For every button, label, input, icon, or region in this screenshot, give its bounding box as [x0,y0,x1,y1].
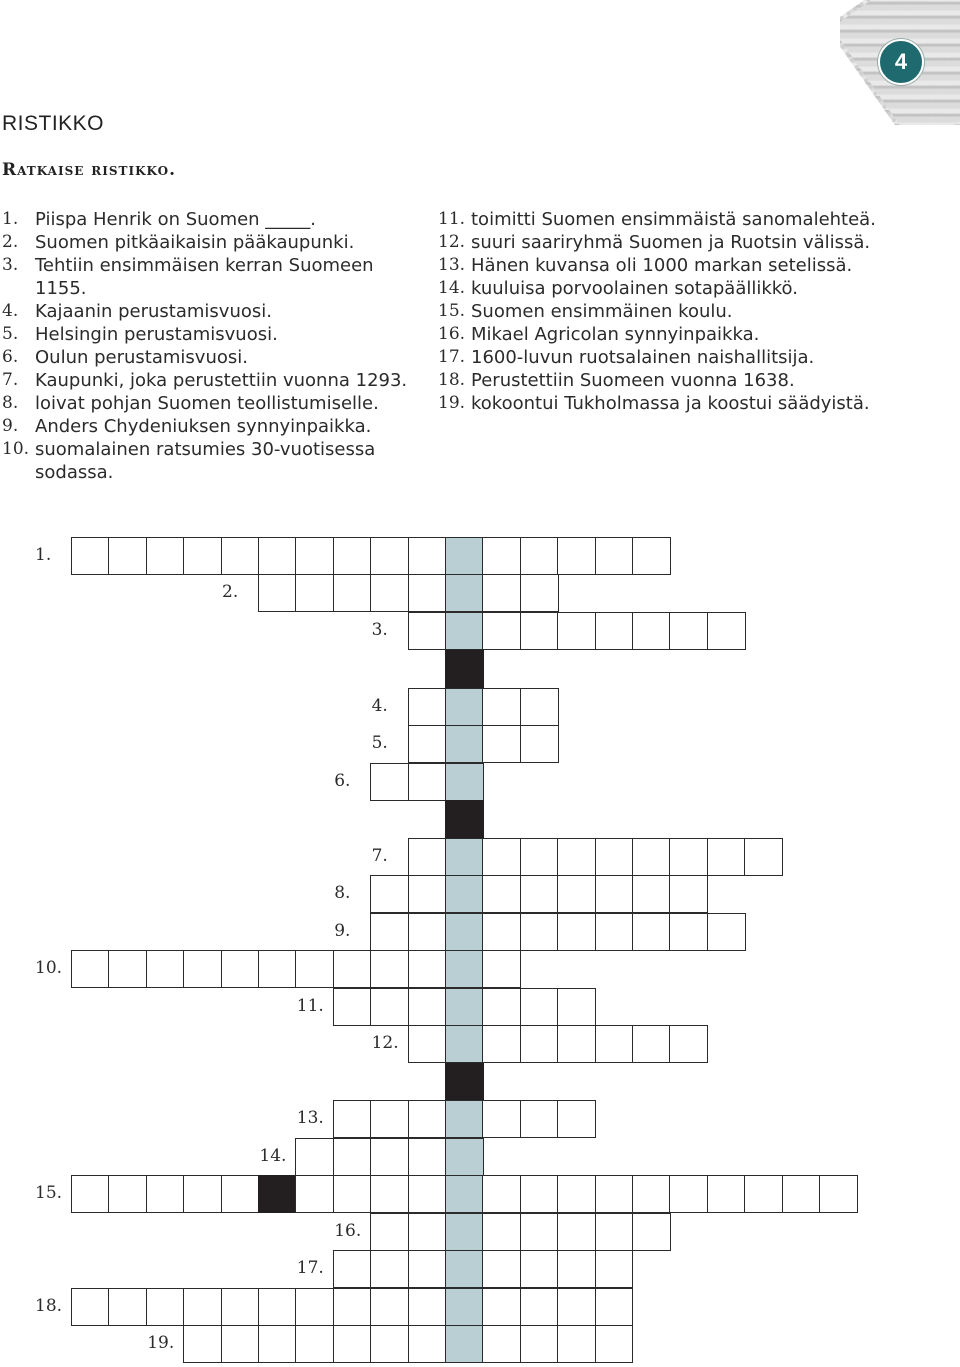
crossword-cell[interactable] [370,1213,409,1251]
crossword-cell[interactable] [707,913,746,951]
clue-text: Suomen ensimmäinen koulu. [471,301,733,322]
clue-number: 16. [438,324,466,344]
crossword-cell[interactable] [632,913,671,951]
crossword-cell[interactable] [333,1288,372,1326]
crossword-cell[interactable] [595,612,634,650]
crossword-cell[interactable] [408,688,447,726]
clue-number: 10. [2,439,30,459]
crossword-cell[interactable] [221,1175,260,1213]
crossword-key-cell[interactable] [445,537,484,575]
clue-number: 7. [2,370,19,390]
clue-text: suomalainen ratsumies 30-vuotisessa sodassa. [35,439,376,483]
crossword-cell[interactable] [408,1100,447,1138]
crossword-cell[interactable] [632,537,671,575]
crossword-key-cell[interactable] [445,1138,484,1176]
crossword-cell[interactable] [557,1325,596,1363]
row-number-label: 9. [334,921,351,941]
crossword-cell[interactable] [221,950,260,988]
crossword-cell[interactable] [370,1250,409,1288]
crossword-cell[interactable] [520,725,559,763]
crossword-key-cell[interactable] [445,838,484,876]
crossword-cell[interactable] [108,950,147,988]
crossword-cell[interactable] [258,950,297,988]
crossword-cell[interactable] [557,612,596,650]
crossword-cell[interactable] [408,875,447,913]
clue-text: Suomen pitkäaikaisin pääkaupunki. [35,232,355,253]
crossword-key-cell[interactable] [445,1100,484,1138]
clue-number: 9. [2,416,19,436]
crossword-key-cell[interactable] [445,1325,484,1363]
clue-text: suuri saariryhmä Suomen ja Ruotsin välissä. [471,232,871,253]
crossword-cell[interactable] [370,1325,409,1363]
crossword-cell[interactable] [482,1288,521,1326]
crossword-cell[interactable] [258,1325,297,1363]
crossword-cell[interactable] [108,1288,147,1326]
crossword-cell[interactable] [557,537,596,575]
crossword-block-cell [258,1175,297,1213]
crossword-cell[interactable] [333,1138,372,1176]
crossword-cell[interactable] [370,875,409,913]
crossword-cell[interactable] [482,1025,521,1063]
crossword-cell[interactable] [71,1288,110,1326]
crossword-cell[interactable] [557,1100,596,1138]
crossword-key-cell[interactable] [445,725,484,763]
crossword-cell[interactable] [520,1175,559,1213]
crossword-cell[interactable] [557,1288,596,1326]
chapter-badge: 4 [878,39,924,85]
row-number-label: 6. [334,771,351,791]
crossword-block-cell [445,800,484,838]
crossword-cell[interactable] [370,913,409,951]
crossword-key-cell[interactable] [445,1213,484,1251]
crossword-cell[interactable] [295,1175,334,1213]
crossword-cell[interactable] [408,1175,447,1213]
crossword-cell[interactable] [520,1100,559,1138]
crossword-cell[interactable] [482,1213,521,1251]
crossword-cell[interactable] [632,875,671,913]
crossword-cell[interactable] [482,838,521,876]
crossword-key-cell[interactable] [445,1175,484,1213]
crossword-cell[interactable] [482,1325,521,1363]
row-number-label: 3. [371,620,388,640]
clue-text: kuuluisa porvoolainen sotapäällikkö. [471,278,798,299]
row-number-label: 8. [334,883,351,903]
row-number-label: 17. [296,1258,324,1278]
crossword-cell[interactable] [408,1138,447,1176]
row-number-label: 5. [371,733,388,753]
crossword-cell[interactable] [520,875,559,913]
clue-number: 2. [2,232,19,252]
crossword-cell[interactable] [482,574,521,612]
crossword-cell[interactable] [258,574,297,612]
crossword-key-cell[interactable] [445,1288,484,1326]
crossword-cell[interactable] [557,988,596,1026]
crossword-cell[interactable] [71,537,110,575]
crossword-cell[interactable] [408,950,447,988]
row-number-label: 13. [296,1108,324,1128]
crossword-cell[interactable] [520,913,559,951]
crossword-cell[interactable] [370,574,409,612]
row-number-label: 18. [35,1296,63,1316]
crossword-cell[interactable] [595,537,634,575]
crossword-cell[interactable] [595,838,634,876]
crossword-cell[interactable] [482,537,521,575]
clue-text: Kajaanin perustamisvuosi. [35,301,272,322]
crossword-cell[interactable] [482,988,521,1026]
clue-number: 5. [2,324,19,344]
crossword-cell[interactable] [183,537,222,575]
crossword-cell[interactable] [557,875,596,913]
crossword-cell[interactable] [669,875,708,913]
clue-number: 13. [438,255,466,275]
crossword-cell[interactable] [146,1175,185,1213]
crossword-cell[interactable] [595,913,634,951]
clue-text: Perustettiin Suomeen vuonna 1638. [471,370,795,391]
crossword-cell[interactable] [520,1325,559,1363]
crossword-cell[interactable] [595,1325,634,1363]
row-number-label: 10. [35,958,63,978]
crossword-cell[interactable] [520,1213,559,1251]
crossword-key-cell[interactable] [445,1250,484,1288]
clue-number: 12. [438,232,466,252]
row-number-label: 12. [371,1033,399,1053]
crossword-cell[interactable] [370,988,409,1026]
clue-text: Kaupunki, joka perustettiin vuonna 1293. [35,370,408,391]
row-number-label: 1. [35,545,52,565]
crossword-cell[interactable] [669,612,708,650]
crossword-cell[interactable] [408,612,447,650]
row-number-label: 19. [147,1333,175,1353]
crossword-cell[interactable] [333,1100,372,1138]
crossword-cell[interactable] [295,1138,334,1176]
crossword-cell[interactable] [370,1100,409,1138]
crossword-cell[interactable] [408,988,447,1026]
crossword-cell[interactable] [146,537,185,575]
crossword-cell[interactable] [482,950,521,988]
crossword-cell[interactable] [408,1250,447,1288]
clue-text: Mikael Agricolan synnyinpaikka. [471,324,760,345]
crossword-cell[interactable] [408,1325,447,1363]
crossword-cell[interactable] [520,612,559,650]
crossword-cell[interactable] [782,1175,821,1213]
crossword-cell[interactable] [333,537,372,575]
crossword-key-cell[interactable] [445,1025,484,1063]
crossword-cell[interactable] [408,763,447,801]
clue-number: 11. [438,209,466,229]
crossword-cell[interactable] [295,1288,334,1326]
crossword-cell[interactable] [482,688,521,726]
crossword-cell[interactable] [258,1288,297,1326]
crossword-cell[interactable] [71,950,110,988]
crossword-cell[interactable] [146,950,185,988]
crossword-cell[interactable] [221,1325,260,1363]
crossword-cell[interactable] [258,537,297,575]
crossword-cell[interactable] [595,1288,634,1326]
crossword-cell[interactable] [557,1213,596,1251]
clue-number: 15. [438,301,466,321]
crossword-key-cell[interactable] [445,763,484,801]
crossword-cell[interactable] [482,1250,521,1288]
crossword-cell[interactable] [744,1175,783,1213]
crossword-cell[interactable] [370,1175,409,1213]
row-number-label: 2. [222,582,239,602]
crossword-cell[interactable] [221,537,260,575]
crossword-cell[interactable] [408,725,447,763]
crossword-cell[interactable] [333,988,372,1026]
crossword-key-cell[interactable] [445,688,484,726]
crossword-cell[interactable] [632,1025,671,1063]
crossword-cell[interactable] [108,1175,147,1213]
crossword-cell[interactable] [333,1175,372,1213]
crossword-cell[interactable] [408,1025,447,1063]
clue-number: 6. [2,347,19,367]
crossword-cell[interactable] [707,1175,746,1213]
row-number-label: 11. [296,996,324,1016]
crossword-cell[interactable] [333,1325,372,1363]
crossword-cell[interactable] [632,612,671,650]
crossword-cell[interactable] [408,537,447,575]
crossword-cell[interactable] [595,1175,634,1213]
crossword-cell[interactable] [595,1213,634,1251]
crossword-cell[interactable] [595,1250,634,1288]
crossword-cell[interactable] [482,1175,521,1213]
crossword-block-cell [445,1063,484,1101]
crossword-cell[interactable] [595,1025,634,1063]
clue-number: 3. [2,255,19,275]
crossword-cell[interactable] [482,913,521,951]
clue-number: 18. [438,370,466,390]
crossword-cell[interactable] [632,838,671,876]
clue-text: Piispa Henrik on Suomen _____. [35,209,317,230]
clue-text: Helsingin perustamisvuosi. [35,324,278,345]
crossword-cell[interactable] [520,537,559,575]
crossword-cell[interactable] [669,1025,708,1063]
crossword-key-cell[interactable] [445,913,484,951]
clue-text: 1600-luvun ruotsalainen naishallitsija. [471,347,815,368]
clue-number: 1. [2,209,19,229]
crossword-cell[interactable] [669,1175,708,1213]
clue-text: loivat pohjan Suomen teollistumiselle. [35,393,379,414]
crossword-cell[interactable] [557,1250,596,1288]
crossword-cell[interactable] [333,574,372,612]
crossword-cell[interactable] [557,1175,596,1213]
crossword-cell[interactable] [183,1175,222,1213]
crossword-cell[interactable] [295,950,334,988]
crossword-cell[interactable] [482,725,521,763]
clue-number: 17. [438,347,466,367]
crossword-cell[interactable] [819,1175,858,1213]
crossword-key-cell[interactable] [445,950,484,988]
crossword-cell[interactable] [183,1288,222,1326]
crossword-cell[interactable] [557,1025,596,1063]
crossword-cell[interactable] [520,1250,559,1288]
crossword-cell[interactable] [520,988,559,1026]
row-number-label: 15. [35,1183,63,1203]
crossword-cell[interactable] [482,1100,521,1138]
clue-text: toimitti Suomen ensimmäistä sanomalehteä. [471,209,876,230]
crossword-cell[interactable] [632,1213,671,1251]
clue-number: 8. [2,393,19,413]
crossword-key-cell[interactable] [445,875,484,913]
row-number-label: 4. [371,696,388,716]
crossword-cell[interactable] [295,1325,334,1363]
crossword-cell[interactable] [482,875,521,913]
crossword-cell[interactable] [295,537,334,575]
crossword-block-cell [445,650,484,688]
clue-number: 4. [2,301,19,321]
crossword-cell[interactable] [520,688,559,726]
crossword-cell[interactable] [482,612,521,650]
clue-text: Oulun perustamisvuosi. [35,347,248,368]
crossword-cell[interactable] [632,1175,671,1213]
crossword-cell[interactable] [333,950,372,988]
crossword-cell[interactable] [744,838,783,876]
crossword-cell[interactable] [557,838,596,876]
crossword-cell[interactable] [520,1288,559,1326]
crossword-key-cell[interactable] [445,988,484,1026]
crossword-cell[interactable] [108,537,147,575]
crossword-cell[interactable] [370,763,409,801]
crossword-cell[interactable] [183,950,222,988]
crossword-cell[interactable] [669,913,708,951]
crossword-cell[interactable] [557,913,596,951]
crossword-key-cell[interactable] [445,574,484,612]
crossword-cell[interactable] [183,1325,222,1363]
crossword-cell[interactable] [408,574,447,612]
clue-text: Anders Chydeniuksen synnyinpaikka. [35,416,372,437]
crossword-cell[interactable] [408,838,447,876]
row-number-label: 16. [334,1221,362,1241]
clue-text: Tehtiin ensimmäisen kerran Suomeen 1155. [35,255,374,299]
row-number-label: 7. [371,846,388,866]
instruction-heading: Ratkaise ristikko. [2,160,177,180]
crossword-cell[interactable] [520,574,559,612]
clue-number: 14. [438,278,466,298]
crossword-cell[interactable] [595,875,634,913]
crossword-cell[interactable] [669,838,708,876]
crossword-cell[interactable] [146,1288,185,1326]
crossword-cell[interactable] [71,1175,110,1213]
clue-number: 19. [438,393,466,413]
clue-text: Hänen kuvansa oli 1000 markan setelissä. [471,255,853,276]
crossword-cell[interactable] [408,1288,447,1326]
row-number-label: 14. [259,1146,287,1166]
crossword-cell[interactable] [520,838,559,876]
crossword-cell[interactable] [370,950,409,988]
crossword-cell[interactable] [295,574,334,612]
section-title: RISTIKKO [2,112,105,135]
crossword-cell[interactable] [333,1250,372,1288]
crossword-key-cell[interactable] [445,612,484,650]
crossword-cell[interactable] [707,612,746,650]
crossword-cell[interactable] [370,1288,409,1326]
crossword-cell[interactable] [370,1138,409,1176]
crossword-cell[interactable] [408,1213,447,1251]
crossword-cell[interactable] [408,913,447,951]
crossword-cell[interactable] [707,838,746,876]
crossword-cell[interactable] [221,1288,260,1326]
clue-text: kokoontui Tukholmassa ja koostui säädyistä. [471,393,870,414]
crossword-cell[interactable] [370,537,409,575]
crossword-cell[interactable] [520,1025,559,1063]
